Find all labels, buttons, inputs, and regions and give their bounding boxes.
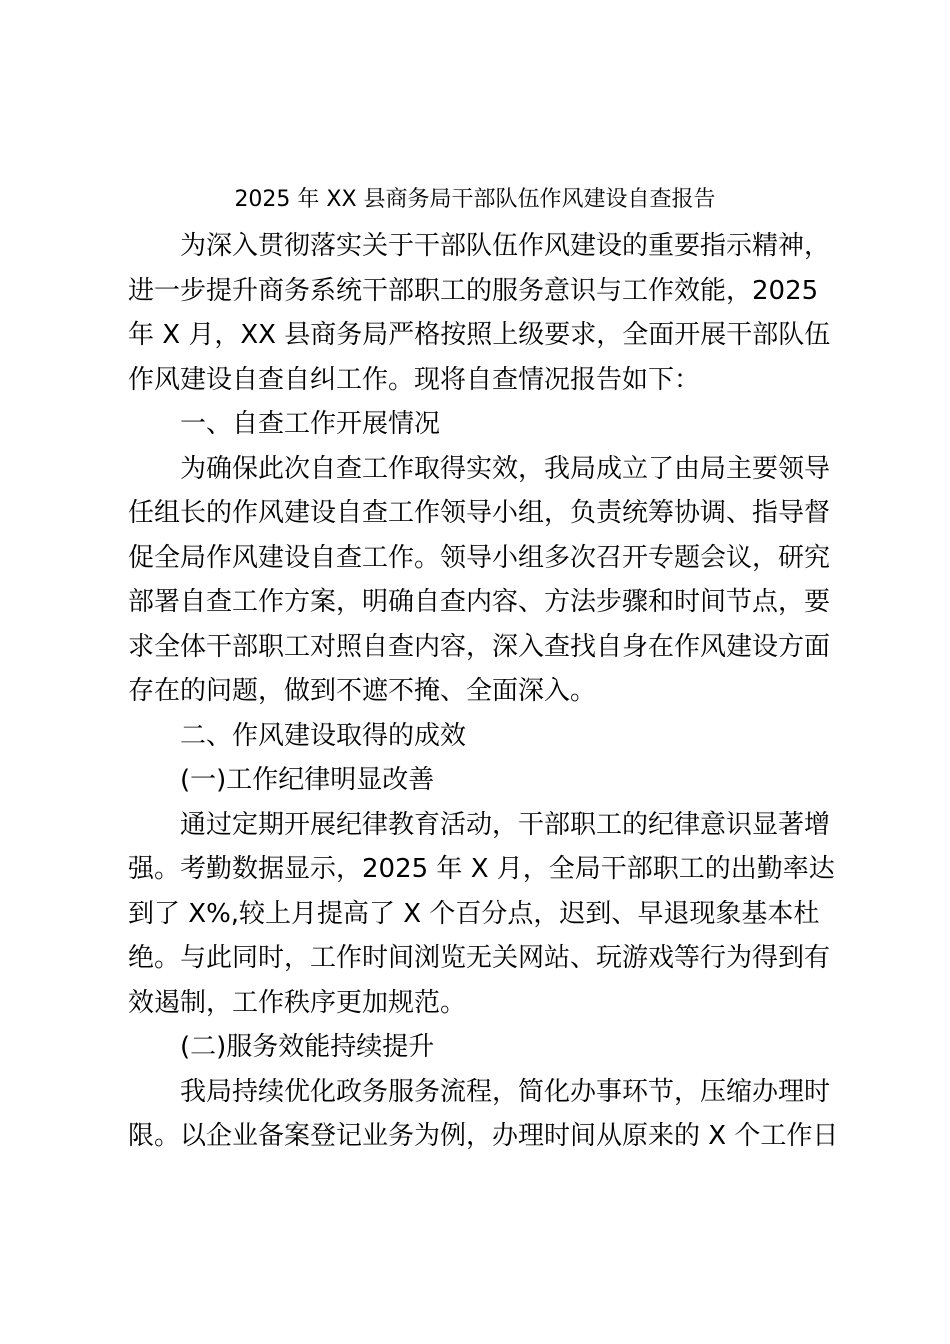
text-line: 作风建设自查自纠工作。现将自查情况报告如下： bbox=[128, 364, 701, 395]
text-line: 限。以企业备案登记业务为例，办理时间从原来的 X 个工作日 bbox=[128, 1121, 839, 1151]
section-heading-1: 一、自查工作开展情况 bbox=[180, 409, 441, 439]
text-line: 强。考勤数据显示，2025 年 X 月，全局干部职工的出勤率达 bbox=[128, 854, 835, 884]
text-line: 进一步提升商务系统干部职工的服务意识与工作效能，2025 bbox=[128, 275, 819, 306]
subsection-heading-1: (一)工作纪律明显改善 bbox=[180, 765, 435, 795]
subsection1-paragraph bbox=[128, 803, 835, 1026]
text-line: 任组长的作风建设自查工作领导小组，负责统筹协调、指导督 bbox=[128, 498, 831, 528]
text-line: 存在的问题，做到不遮不掩、全面深入。 bbox=[128, 676, 597, 706]
text-line: 为深入贯彻落实关于干部队伍作风建设的重要指示精神， bbox=[180, 231, 831, 261]
subsection2-paragraph bbox=[128, 1070, 839, 1159]
text-line: 部署自查工作方案，明确自查内容、方法步骤和时间节点，要 bbox=[128, 587, 831, 617]
text-line: 求全体干部职工对照自查内容，深入查找自身在作风建设方面 bbox=[128, 631, 831, 662]
text-line: 我局持续优化政务服务流程，简化办事环节，压缩办理时 bbox=[180, 1076, 831, 1107]
subsection-heading-2: (二)服务效能持续提升 bbox=[180, 1032, 435, 1062]
text-line: 绝。与此同时，工作时间浏览无关网站、玩游戏等行为得到有 bbox=[128, 943, 831, 973]
text-line: 通过定期开展纪律教育活动，干部职工的纪律意识显著增 bbox=[180, 809, 831, 840]
text-line: 到了 X%,较上月提高了 X 个百分点，迟到、早退现象基本杜 bbox=[128, 898, 820, 929]
section1-paragraph bbox=[128, 447, 831, 714]
section-heading-2: 二、作风建设取得的成效 bbox=[180, 720, 467, 751]
text-line: 效遏制，工作秩序更加规范。 bbox=[128, 987, 467, 1018]
document-body bbox=[128, 224, 839, 1159]
text-line: 年 X 月，XX 县商务局严格按照上级要求，全面开展干部队伍 bbox=[128, 320, 831, 350]
intro-paragraph bbox=[128, 224, 831, 402]
document-title: 2025 年 XX 县商务局干部队伍作风建设自查报告 bbox=[234, 187, 716, 212]
text-line: 为确保此次自查工作取得实效，我局成立了由局主要领导 bbox=[180, 453, 831, 484]
text-line: 促全局作风建设自查工作。领导小组多次召开专题会议，研究 bbox=[128, 542, 831, 573]
